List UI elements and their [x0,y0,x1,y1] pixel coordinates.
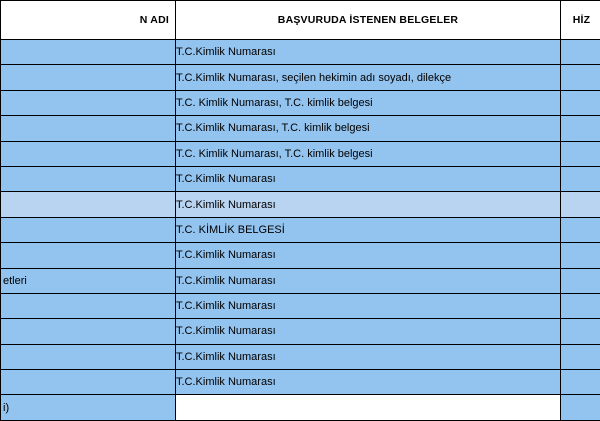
cell-service [561,319,600,344]
cell-service-name [1,243,176,268]
cell-service [561,293,600,318]
cell-required-documents: T.C. Kimlik Numarası, T.C. kimlik belgesi [176,90,561,115]
cell-service-name [1,116,176,141]
table-row [1,141,600,166]
table-header-row [1,1,600,40]
cell-required-documents: T.C.Kimlik Numarası, T.C. kimlik belgesi [176,116,561,141]
cell-service [561,395,600,420]
cell-service [561,40,600,65]
cell-service [561,166,600,191]
cell-required-documents: T.C. Kimlik Numarası, T.C. kimlik belgesi [176,141,561,166]
table-row [1,116,600,141]
cell-required-documents: T.C.Kimlik Numarası [176,166,561,191]
cell-service [561,192,600,217]
cell-service [561,344,600,369]
table-row [1,90,600,115]
cell-required-documents [176,395,561,420]
column-header-service-name: N ADI [1,1,176,40]
table-row [1,268,600,293]
cell-required-documents: T.C. KİMLİK BELGESİ [176,217,561,242]
table-row [1,166,600,191]
table-row [1,395,600,420]
cell-required-documents: T.C.Kimlik Numarası, seçilen hekimin adı soyadı, dilekçe [176,65,561,90]
table-row [1,293,600,318]
column-header-required-documents: BAŞVURUDA İSTENEN BELGELER [176,1,561,40]
table-body [1,40,600,421]
cell-service-name [1,192,176,217]
cell-service-name [1,370,176,395]
cell-required-documents: T.C.Kimlik Numarası [176,192,561,217]
cell-service-name [1,319,176,344]
table-row [1,370,600,395]
cell-service [561,116,600,141]
table-row [1,65,600,90]
cell-service-name [1,141,176,166]
cell-service-name [1,344,176,369]
cell-service-name [1,90,176,115]
cell-required-documents: T.C.Kimlik Numarası [176,319,561,344]
cell-service [561,268,600,293]
cell-service [561,217,600,242]
cell-service-name [1,166,176,191]
column-header-service: HİZ [561,1,600,40]
table-row [1,344,600,369]
cell-required-documents: T.C.Kimlik Numarası [176,370,561,395]
cell-service-name [1,217,176,242]
cell-service-name [1,40,176,65]
cell-service-name [1,65,176,90]
cell-service-name: etleri [1,268,176,293]
table-header [1,1,600,40]
table-row [1,40,600,65]
cell-required-documents: T.C.Kimlik Numarası [176,243,561,268]
table-row [1,192,600,217]
cell-required-documents: T.C.Kimlik Numarası [176,40,561,65]
cell-required-documents: T.C.Kimlik Numarası [176,268,561,293]
cell-service-name: i) [1,395,176,420]
cell-required-documents: T.C.Kimlik Numarası [176,293,561,318]
cell-service [561,141,600,166]
cell-service [561,90,600,115]
table-row [1,319,600,344]
cell-service [561,65,600,90]
cell-required-documents: T.C.Kimlik Numarası [176,344,561,369]
cell-service [561,370,600,395]
cell-service-name [1,293,176,318]
table-row [1,243,600,268]
cell-service [561,243,600,268]
table-row [1,217,600,242]
